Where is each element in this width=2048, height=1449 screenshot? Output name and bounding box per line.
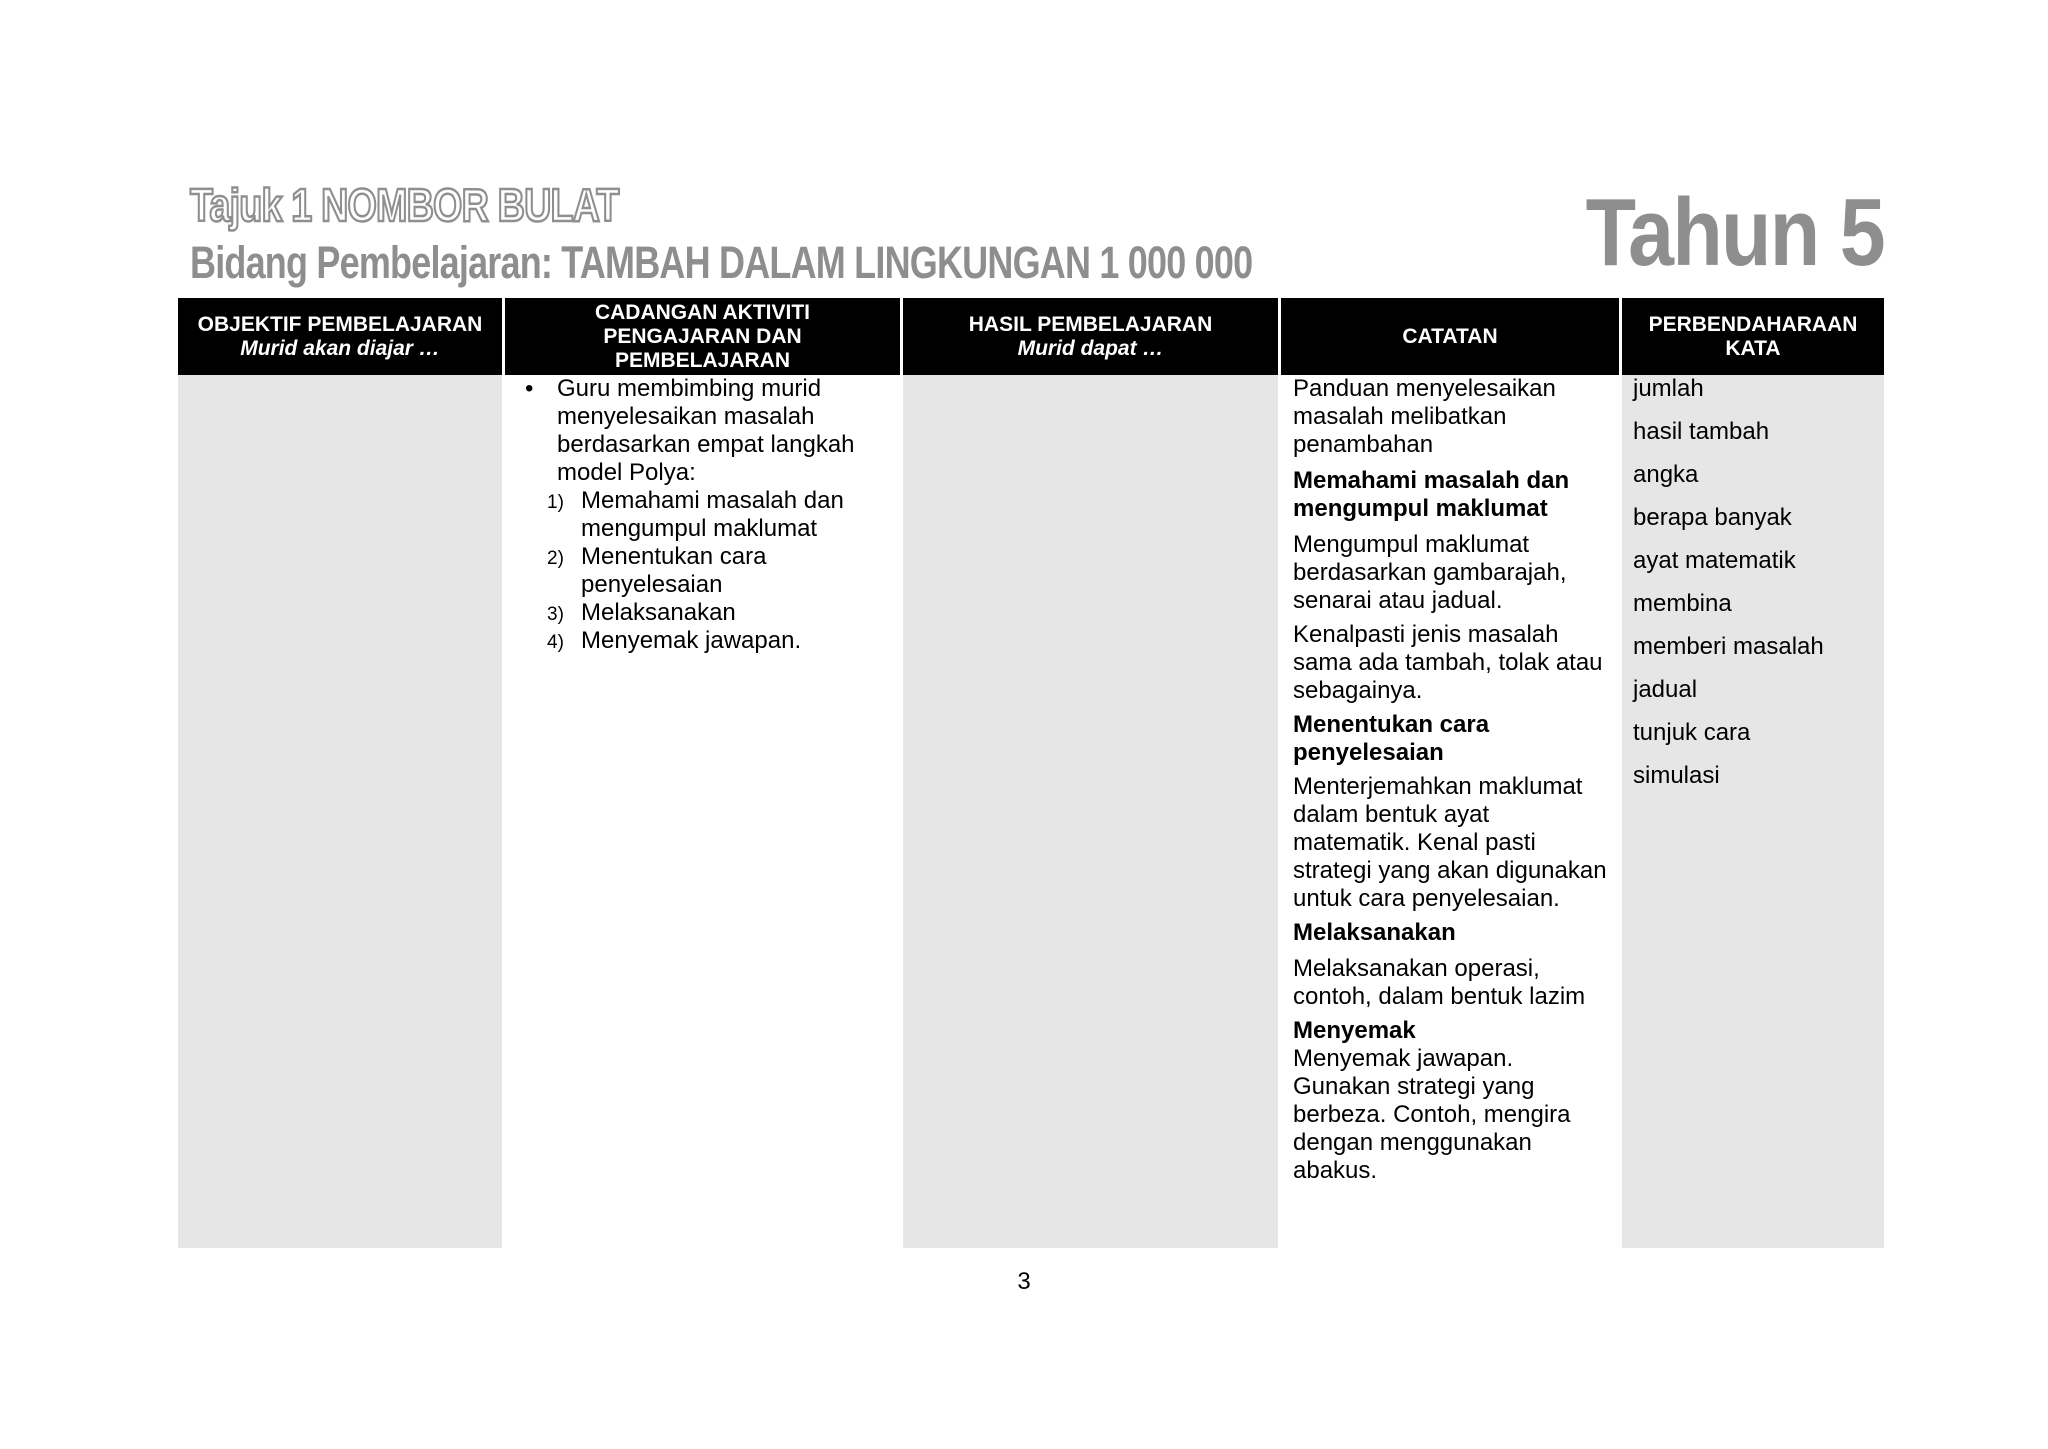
outcomes-header	[903, 298, 1278, 375]
step-text: Menyemak jawapan.	[581, 627, 802, 654]
polya-step	[505, 543, 900, 599]
notes-paragraph: Kenalpasti jenis masalah sama ada tambah, tolak atau sebagainya.	[1293, 621, 1603, 704]
objectives-header	[178, 298, 502, 375]
polya-step	[505, 487, 900, 543]
vocabulary-item: simulasi	[1633, 762, 1720, 789]
outcomes-header-subtitle: Murid dapat …	[1017, 336, 1164, 360]
bullet-icon: •	[525, 375, 534, 402]
notes-paragraph: Menterjemahkan maklumat dalam bentuk ayat matematik. Kenal pasti strategi yang akan digunakan untuk cara penyelesaian.	[1293, 773, 1607, 912]
vocabulary-list	[1633, 375, 1884, 805]
vocabulary-item: hasil tambah	[1633, 418, 1770, 445]
vocabulary-body	[1622, 375, 1884, 1248]
vocabulary-item: ayat matematik	[1633, 547, 1796, 574]
activity-bullet-text: Guru membimbing murid menyelesaikan masalah berdasarkan empat langkah model Polya:	[557, 375, 855, 486]
vocabulary-item: jadual	[1633, 676, 1698, 703]
notes-header	[1281, 298, 1619, 375]
notes-heading: Menyemak	[1293, 1017, 1416, 1044]
vocabulary-header-line2: KATA	[1725, 336, 1781, 360]
step-number: 1)	[547, 492, 564, 513]
step-number: 4)	[547, 632, 564, 653]
vocabulary-header	[1622, 298, 1884, 375]
activities-header-line3: PEMBELAJARAN	[614, 348, 790, 372]
objectives-header-title: OBJEKTIF PEMBELAJARAN	[197, 312, 483, 336]
vocabulary-column	[1622, 298, 1884, 1248]
notes-column	[1281, 298, 1619, 1248]
polya-step	[505, 599, 900, 627]
activities-column	[505, 298, 900, 1248]
page-number: 3	[1017, 1268, 1031, 1295]
vocabulary-item: memberi masalah	[1633, 633, 1824, 660]
vocabulary-item: tunjuk cara	[1633, 719, 1751, 746]
notes-paragraph: Mengumpul maklumat berdasarkan gambarajah, senarai atau jadual.	[1293, 531, 1567, 614]
step-text: Melaksanakan	[581, 599, 736, 626]
notes-paragraph: Menyemak jawapan. Gunakan strategi yang berbeza. Contoh, mengira dengan menggunakan abakus.	[1293, 1045, 1571, 1184]
activities-header-line1: CADANGAN AKTIVITI	[594, 300, 811, 324]
notes-header-title: CATATAN	[1402, 324, 1498, 348]
objectives-body	[178, 375, 502, 1248]
vocabulary-header-line1: PERBENDAHARAAN	[1648, 312, 1858, 336]
activities-header	[505, 298, 900, 375]
vocabulary-item: angka	[1633, 461, 1699, 488]
notes-body	[1281, 375, 1619, 1248]
step-text: Menentukan cara penyelesaian	[581, 543, 767, 598]
polya-step	[505, 627, 900, 655]
topic-title: Tajuk 1 NOMBOR BULAT	[190, 179, 619, 231]
vocabulary-item: membina	[1633, 590, 1732, 617]
notes-heading: Memahami masalah dan mengumpul maklumat	[1293, 467, 1570, 522]
activities-header-line2: PENGAJARAN DAN	[603, 324, 802, 348]
learning-area-title: Bidang Pembelajaran: TAMBAH DALAM LINGKUNGAN 1 000 000	[190, 237, 1253, 288]
notes-heading: Melaksanakan	[1293, 919, 1456, 946]
vocabulary-item: berapa banyak	[1633, 504, 1792, 531]
outcomes-header-title: HASIL PEMBELAJARAN	[968, 312, 1213, 336]
outcomes-column	[903, 298, 1278, 1248]
objectives-header-subtitle: Murid akan diajar …	[240, 336, 440, 360]
notes-intro: Panduan menyelesaikan masalah melibatkan penambahan	[1293, 375, 1556, 458]
notes-paragraph: Melaksanakan operasi, contoh, dalam bentuk lazim	[1293, 955, 1586, 1010]
step-number: 2)	[547, 548, 564, 569]
step-number: 3)	[547, 604, 564, 625]
step-text: Memahami masalah dan mengumpul maklumat	[581, 487, 844, 542]
activities-body	[505, 375, 900, 1248]
notes-heading: Menentukan cara penyelesaian	[1293, 711, 1490, 766]
objectives-column	[178, 298, 502, 1248]
vocabulary-item: jumlah	[1633, 375, 1704, 402]
outcomes-body	[903, 375, 1278, 1248]
polya-steps-list	[505, 487, 900, 655]
year-title: Tahun 5	[1585, 179, 1884, 286]
